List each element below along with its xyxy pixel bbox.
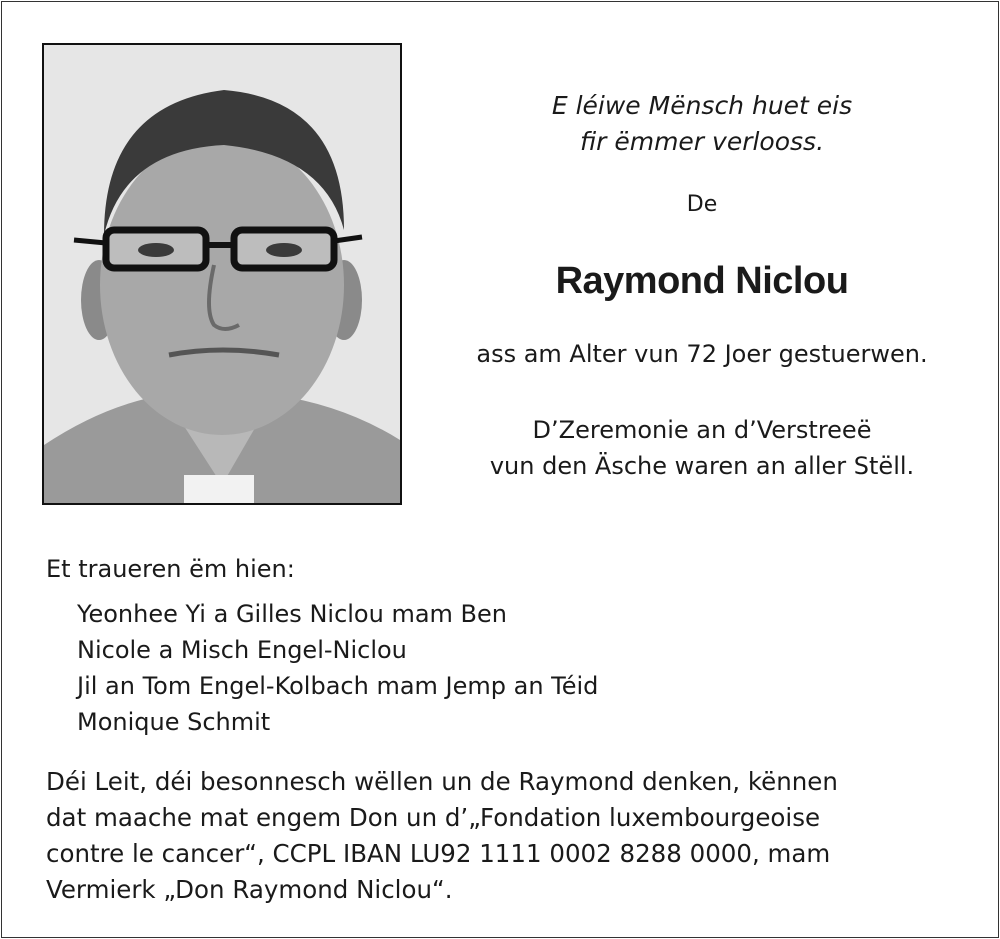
- donation-line: Vermierk „Don Raymond Niclou“.: [46, 875, 453, 904]
- ceremony-line: D’Zeremonie an d’Verstreeë: [532, 416, 872, 444]
- mourner-item: Monique Schmit: [77, 708, 271, 736]
- ceremony-line: vun den Äsche waren an aller Stëll.: [489, 452, 915, 480]
- donation-line: Déi Leit, déi besonnesch wëllen un de Raymond denken, kënnen: [46, 767, 838, 796]
- mourner-item: Jil an Tom Engel-Kolbach mam Jemp an Téid: [77, 672, 599, 700]
- portrait-photo: [42, 43, 402, 505]
- obituary-notice: [1, 1, 999, 938]
- mourners-list: [77, 596, 598, 740]
- donation-line: contre le cancer“, CCPL IBAN LU92 1111 0002 8288 0000, mam: [46, 839, 831, 868]
- ceremony-note: [402, 412, 1000, 484]
- age-line: ass am Alter vun 72 Joer gestuerwen.: [476, 340, 928, 368]
- deceased-name: Raymond Niclou: [555, 260, 849, 302]
- mourner-item: Nicole a Misch Engel-Niclou: [77, 636, 407, 664]
- verse-line: fir ëmmer verlooss.: [579, 127, 825, 156]
- mourner-item: Yeonhee Yi a Gilles Niclou mam Ben: [77, 600, 507, 628]
- intro-word: De: [686, 192, 718, 217]
- donation-line: dat maache mat engem Don un d’„Fondation luxembourgeoise: [46, 803, 821, 832]
- mourners-title: Et traueren ëm hien:: [46, 555, 295, 583]
- verse: [402, 88, 1000, 160]
- verse-line: E léiwe Mënsch huet eis: [551, 91, 853, 120]
- donation-note: [46, 764, 966, 908]
